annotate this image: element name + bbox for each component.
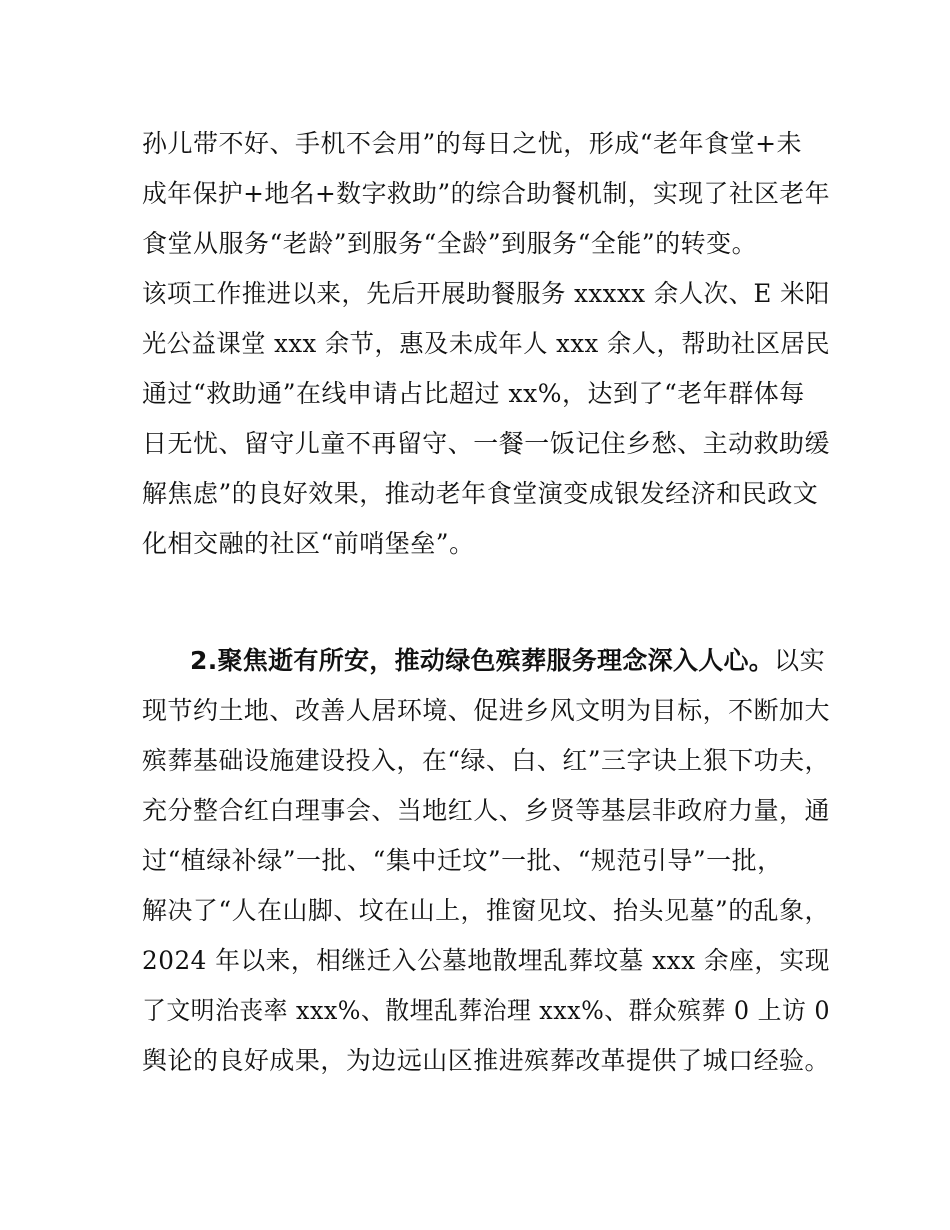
section-heading: 2.聚焦逝有所安，推动绿色殡葬服务理念深入人心。 (190, 646, 775, 675)
paragraph-line: 解焦虑”的良好效果，推动老年食堂演变成银发经济和民政文 (142, 479, 819, 508)
paragraph-line: 化相交融的社区“前哨堡垒”。 (142, 529, 475, 558)
heading-line-rest: 以实 (774, 646, 826, 675)
paragraph-line: 充分整合红白理事会、当地红人、乡贤等基层非政府力量，通 (142, 796, 831, 825)
paragraph-line: 该项工作推进以来，先后开展助餐服务 xxxxx 余人次、E 米阳 (142, 279, 830, 308)
section-heading-line (190, 646, 825, 676)
paragraph-line: 通过“救助通”在线申请占比超过 xx%，达到了“老年群体每 (142, 379, 805, 408)
paragraph-line: 解决了“人在山脚、坟在山上，推窗见坟、抬头见墓”的乱象， (142, 896, 830, 925)
paragraph-line: 日无忧、留守儿童不再留守、一餐一饭记住乡愁、主动救助缓 (142, 429, 831, 458)
paragraph-line: 殡葬基础设施建设投入，在“绿、白、红”三字诀上狠下功夫， (142, 746, 830, 775)
paragraph-line: 孙儿带不好、手机不会用”的每日之忧，形成“老年食堂+未 (142, 129, 803, 158)
paragraph-line: 2024 年以来，相继迁入公墓地散埋乱葬坟墓 xxx 余座，实现 (142, 946, 830, 975)
paragraph-line: 过“植绿补绿”一批、“集中迁坟”一批、“规范引导”一批， (142, 846, 783, 875)
paragraph-line: 舆论的良好成果，为边远山区推进殡葬改革提供了城口经验。 (142, 1046, 831, 1075)
paragraph-line: 成年保护+地名+数字救助”的综合助餐机制，实现了社区老年 (142, 179, 830, 208)
paragraph-line: 食堂从服务“老龄”到服务“全龄”到服务“全能”的转变。 (142, 229, 758, 258)
paragraph-line: 光公益课堂 xxx 余节，惠及未成年人 xxx 余人，帮助社区居民 (142, 329, 830, 358)
paragraph-line: 现节约土地、改善人居环境、促进乡风文明为目标，不断加大 (142, 696, 831, 725)
paragraph-line: 了文明治丧率 xxx%、散埋乱葬治理 xxx%、群众殡葬 0 上访 0 (142, 996, 830, 1025)
